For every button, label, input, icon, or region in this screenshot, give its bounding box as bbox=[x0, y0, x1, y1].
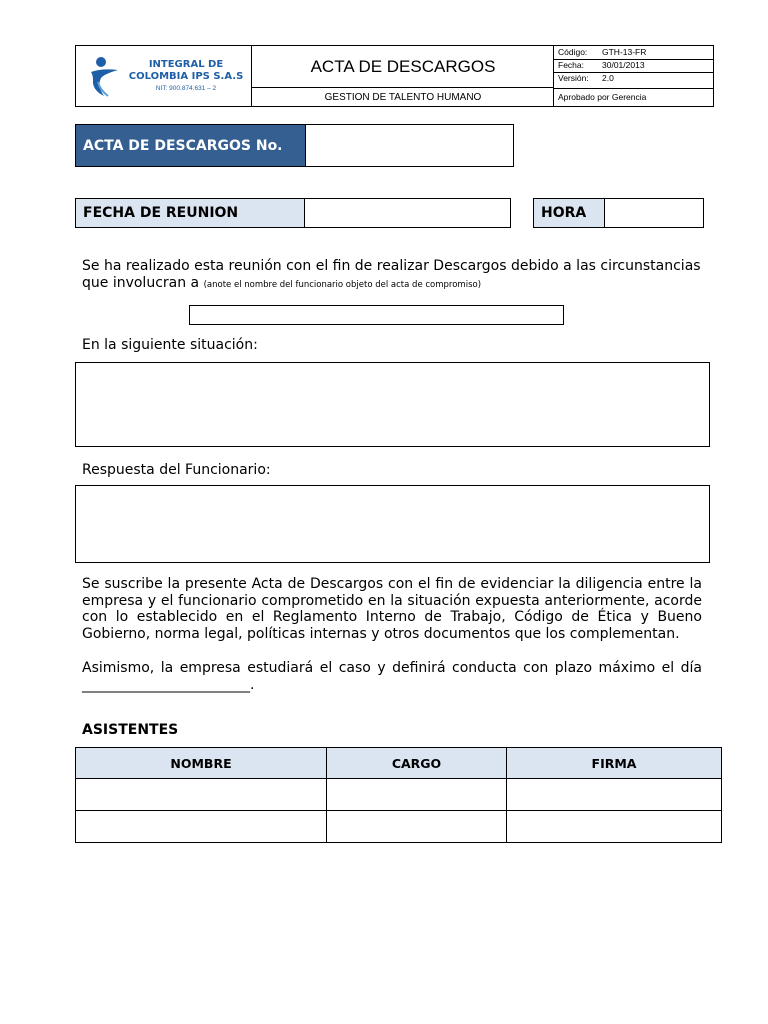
intro-note: (anote el nombre del funcionario objeto del acta de compromiso) bbox=[203, 279, 482, 290]
attendee-name-cell[interactable] bbox=[76, 779, 327, 811]
header-meta bbox=[554, 46, 714, 106]
company-name-line2: COLOMBIA IPS S.A.S bbox=[128, 71, 244, 82]
company-nit: NIT: 900.874.631 – 2 bbox=[155, 85, 217, 92]
attendee-signature-cell[interactable] bbox=[507, 811, 722, 843]
deadline-paragraph: Asimismo, la empresa estudiará el caso y definirá conducta con plazo máximo el día ________________________. bbox=[82, 660, 702, 693]
attendees-header-row bbox=[76, 748, 722, 779]
document-title: ACTA DE DESCARGOS bbox=[252, 46, 554, 88]
meta-code: Código: GTH-13-FR bbox=[554, 46, 714, 60]
meeting-date-label: FECHA DE REUNION bbox=[75, 198, 305, 228]
employee-name-field[interactable] bbox=[189, 305, 564, 325]
meeting-time-label: HORA bbox=[533, 198, 605, 228]
acta-number-label: ACTA DE DESCARGOS No. bbox=[75, 124, 306, 167]
column-header-nombre: NOMBRE bbox=[76, 748, 327, 779]
company-logo-icon bbox=[88, 56, 122, 100]
table-row bbox=[76, 811, 722, 843]
attendee-signature-cell[interactable] bbox=[507, 779, 722, 811]
column-header-firma: FIRMA bbox=[507, 748, 722, 779]
header-center bbox=[252, 46, 554, 106]
meta-version: Versión: 2.0 bbox=[554, 72, 714, 89]
meta-approval: Aprobado por Gerencia bbox=[558, 92, 647, 102]
attendee-role-cell[interactable] bbox=[327, 811, 507, 843]
situation-field[interactable] bbox=[75, 362, 710, 447]
situation-label: En la siguiente situación: bbox=[82, 337, 258, 353]
table-row bbox=[76, 779, 722, 811]
meeting-time-field[interactable] bbox=[604, 198, 704, 228]
response-field[interactable] bbox=[75, 485, 710, 563]
attendees-table bbox=[75, 747, 722, 843]
closing-paragraph: Se suscribe la presente Acta de Descargos con el fin de evidenciar la diligencia entre la empresa y el funcionario comprometido en la situación expuesta anteriormente, acorde con lo establecido en el Reglamento Interno de Trabajo, Código de Ética y Bueno Gobierno, norma legal, políticas internas y otros documentos que los complementan. bbox=[82, 576, 702, 642]
document-header bbox=[75, 45, 714, 107]
company-name-line1: INTEGRAL DE bbox=[148, 59, 224, 70]
attendees-heading: ASISTENTES bbox=[82, 722, 179, 738]
deadline-blank[interactable]: ________________________. bbox=[82, 676, 255, 693]
column-header-cargo: CARGO bbox=[327, 748, 507, 779]
response-label: Respuesta del Funcionario: bbox=[82, 462, 271, 478]
attendee-role-cell[interactable] bbox=[327, 779, 507, 811]
company-logo bbox=[76, 46, 252, 106]
document-subtitle: GESTION DE TALENTO HUMANO bbox=[324, 91, 482, 103]
intro-paragraph: Se ha realizado esta reunión con el fin de realizar Descargos debido a las circunstancias que involucran a (anote el nombre del funcionario objeto del acta de compromiso) bbox=[82, 258, 701, 291]
meeting-date-field[interactable] bbox=[304, 198, 511, 228]
acta-number-field[interactable] bbox=[305, 124, 514, 167]
attendee-name-cell[interactable] bbox=[76, 811, 327, 843]
meta-date: Fecha: 30/01/2013 bbox=[554, 59, 714, 73]
